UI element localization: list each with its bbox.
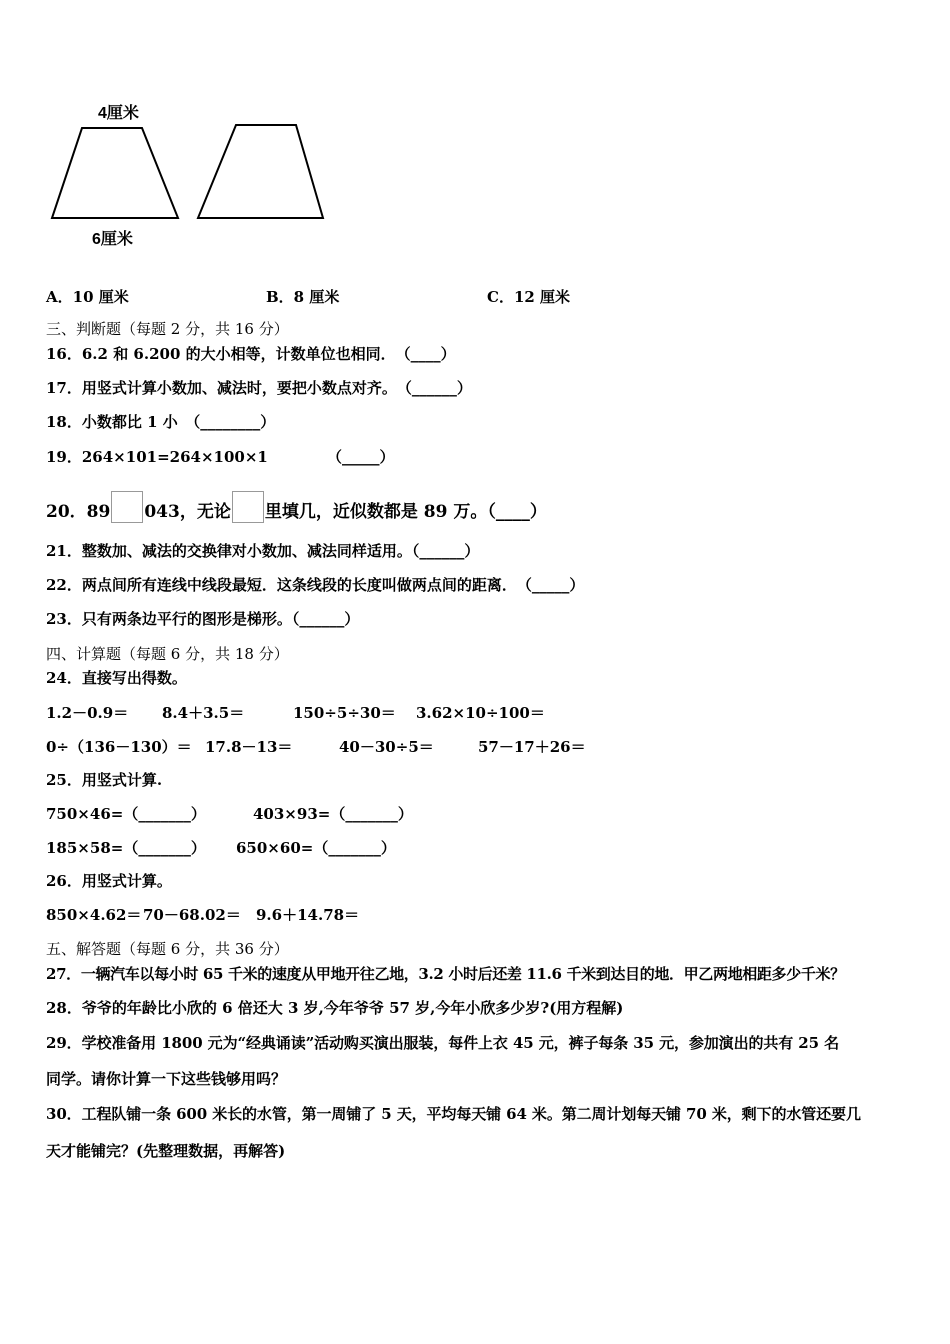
- question-20-prefix: 20．89: [46, 502, 111, 522]
- trapezoid-figure: [40, 95, 340, 255]
- option-c[interactable]: C．12 厘米: [487, 288, 571, 306]
- question-19-blank[interactable]: （_____）: [327, 448, 395, 466]
- digit-box-1[interactable]: [111, 491, 143, 523]
- question-20: [46, 491, 547, 523]
- question-29-line2: 同学。请你计算一下这些钱够用吗？: [46, 1070, 287, 1088]
- question-23: 23．只有两条边平行的图形是梯形。（______）: [46, 610, 360, 628]
- question-22: 22．两点间所有连线中线段最短．这条线段的长度叫做两点间的距离． （_____）: [46, 576, 585, 594]
- section5-title: 五、解答题（每题 6 分，共 36 分）: [46, 940, 289, 958]
- question-19-text: 19．264×101=264×100×1: [46, 448, 268, 466]
- option-a[interactable]: A．10 厘米: [46, 288, 129, 306]
- vertical-calc-2: 403×93=（_______）: [253, 805, 413, 823]
- calc-5: 0÷（136－130）＝: [46, 738, 192, 756]
- calc-7: 40－30÷5＝: [339, 738, 434, 756]
- option-b[interactable]: B．8 厘米: [266, 288, 340, 306]
- question-17: 17．用竖式计算小数加、减法时，要把小数点对齐。 （______）: [46, 379, 472, 397]
- calc-1: 1.2－0.9＝: [46, 704, 129, 722]
- question-25: 25．用竖式计算.: [46, 771, 163, 789]
- question-27: 27．一辆汽车以每小时 65 千米的速度从甲地开往乙地，3.2 小时后还差 11.6 千米到达目的地．甲乙两地相距多少千米？: [46, 965, 845, 983]
- question-18: 18．小数都比 1 小 （________）: [46, 413, 276, 431]
- calc-6: 17.8－13＝: [205, 738, 293, 756]
- vertical-calc-3: 185×58=（_______）: [46, 839, 206, 857]
- digit-box-2[interactable]: [232, 491, 264, 523]
- question-30-line2: 天才能铺完？(先整理数据，再解答): [46, 1142, 286, 1160]
- question-21: 21．整数加、减法的交换律对小数加、减法同样适用。（______）: [46, 542, 480, 560]
- question-24: 24．直接写出得数。: [46, 669, 187, 687]
- vertical-calc-6: 70－68.02＝: [143, 906, 241, 924]
- question-30-line1: 30．工程队铺一条 600 米长的水管，第一周铺了 5 天，平均每天铺 64 米。第二周计划每天铺 70 米，剩下的水管还要几: [46, 1105, 861, 1123]
- section4-title: 四、计算题（每题 6 分，共 18 分）: [46, 645, 289, 663]
- top-length-label: 4厘米: [98, 105, 139, 122]
- vertical-calc-5: 850×4.62＝: [46, 906, 142, 924]
- calc-2: 8.4＋3.5＝: [162, 704, 245, 722]
- question-26: 26．用竖式计算。: [46, 872, 172, 890]
- calc-4: 3.62×10÷100＝: [416, 704, 545, 722]
- question-29-line1: 29．学校准备用 1800 元为“经典诵读”活动购买演出服装，每件上衣 45 元，裤子每条 35 元，参加演出的共有 25 名: [46, 1034, 839, 1052]
- trapezoid-left: [52, 128, 178, 218]
- bottom-length-label: 6厘米: [92, 231, 133, 248]
- question-28: 28．爷爷的年龄比小欣的 6 倍还大 3 岁,今年爷爷 57 岁,今年小欣多少岁?(用方程解): [46, 999, 624, 1017]
- question-20-suffix: 里填几，近似数都是 89 万。（____）: [264, 502, 547, 522]
- calc-8: 57－17＋26＝: [478, 738, 586, 756]
- question-20-mid: 043，无论: [144, 502, 231, 522]
- vertical-calc-4: 650×60=（_______）: [236, 839, 396, 857]
- section3-title: 三、判断题（每题 2 分，共 16 分）: [46, 320, 289, 338]
- vertical-calc-7: 9.6＋14.78＝: [256, 906, 360, 924]
- calc-3: 150÷5÷30＝: [293, 704, 396, 722]
- trapezoid-diagram: [40, 95, 340, 255]
- question-19: [46, 447, 395, 467]
- trapezoid-right: [198, 125, 323, 218]
- vertical-calc-1: 750×46=（_______）: [46, 805, 206, 823]
- question-16: 16．6.2 和 6.200 的大小相等，计数单位也相同． （____）: [46, 345, 456, 363]
